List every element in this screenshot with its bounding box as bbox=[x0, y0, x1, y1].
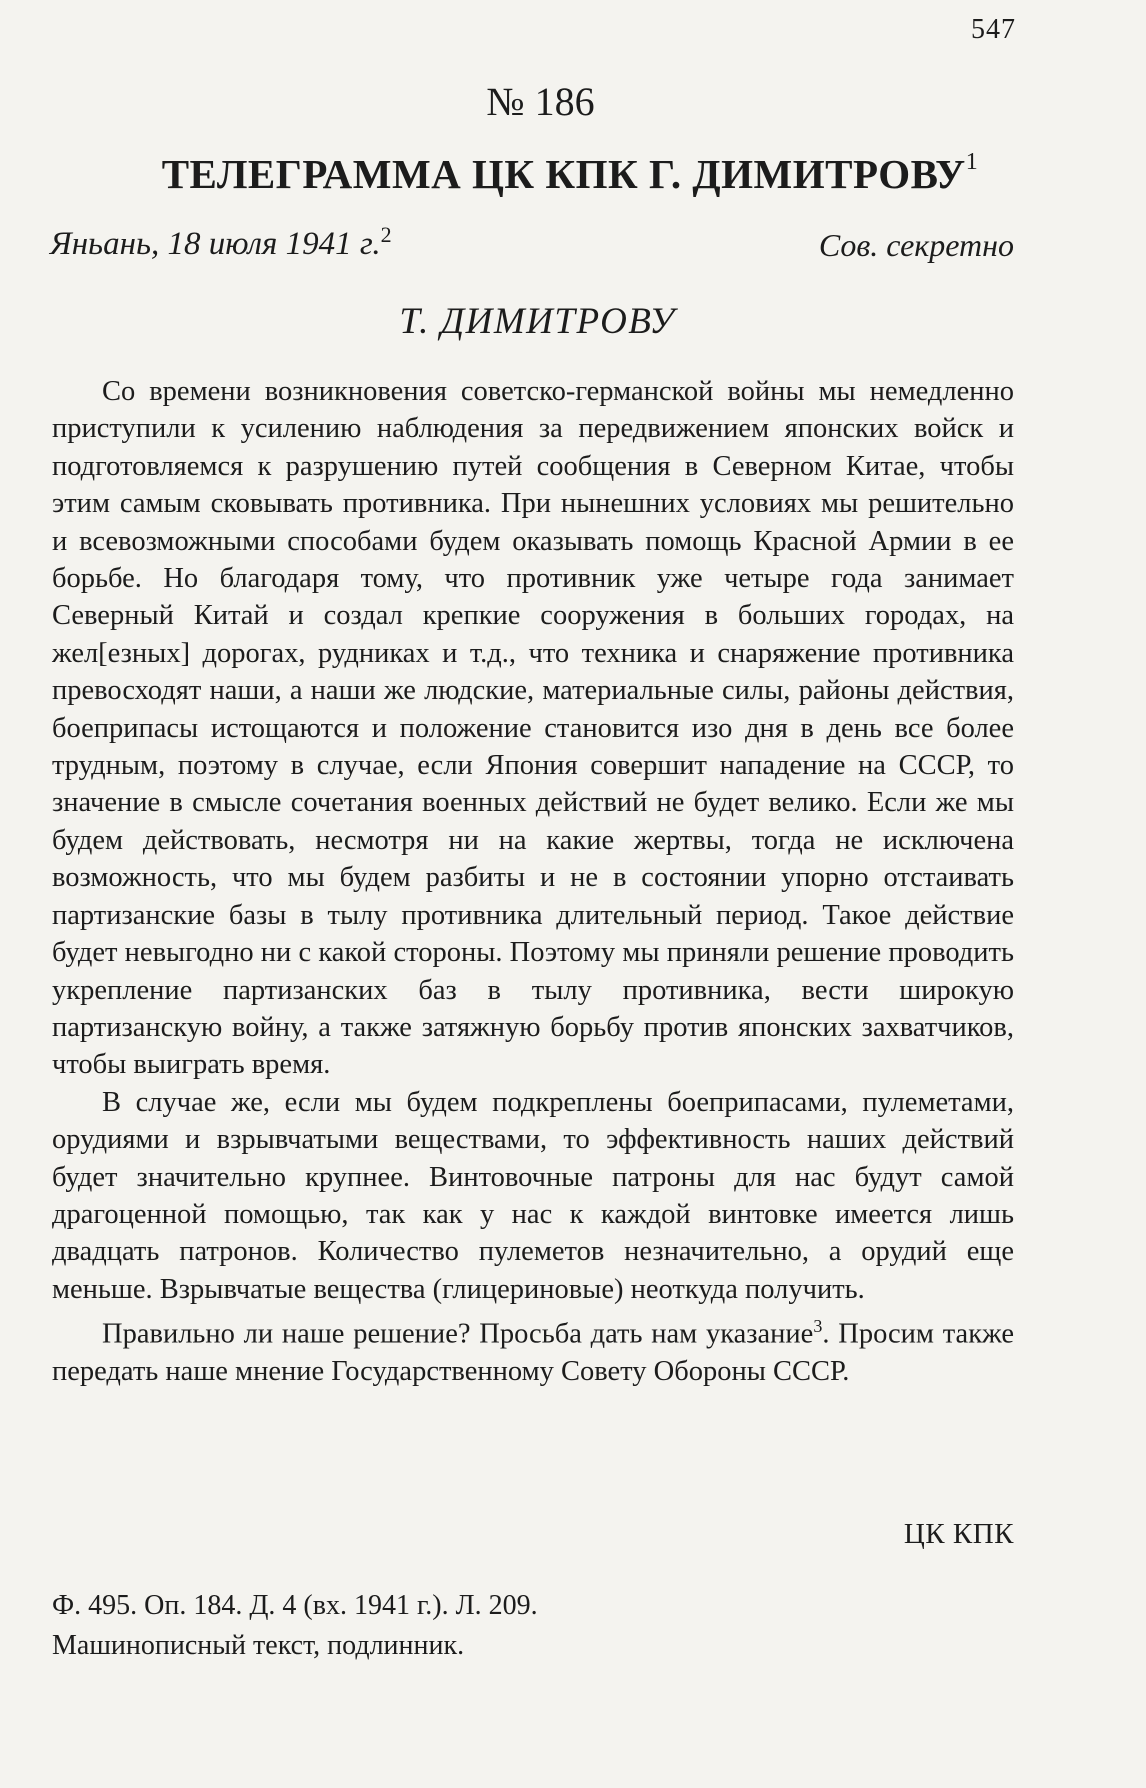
date-footnote-marker: 2 bbox=[380, 222, 392, 247]
document-title-text: ТЕЛЕГРАММА ЦК КПК Г. ДИМИТРОВУ bbox=[161, 151, 966, 197]
document-title bbox=[60, 150, 1080, 198]
paragraph-3-after-footnote: . Просим также передать наше мнение Государственному Совету Обороны СССР. bbox=[52, 1318, 1014, 1388]
title-footnote-marker: 1 bbox=[965, 149, 979, 176]
classification-stamp: Сов. секретно bbox=[818, 227, 1014, 263]
place-date-text: Яньань, 18 июля 1941 г. bbox=[50, 226, 381, 262]
page-number: 547 bbox=[971, 14, 1016, 45]
instruction-footnote-marker: 3 bbox=[813, 1316, 823, 1337]
signature: ЦК КПК bbox=[903, 1518, 1014, 1550]
source-line-1: Ф. 495. Оп. 184. Д. 4 (вх. 1941 г.). Л. 209. bbox=[52, 1590, 538, 1621]
body-paragraph-1: Со времени возникновения советско-германской войны мы немедленно приступили к усилению наблюдения за передвижением японских войск и подготовляемся к разрушению путей сообщения в Северном Китае, чтобы этим самым сковывать противника. При нынешних условиях мы решительно и всевозможными способами будем оказывать помощь Красной Армии в ее борьбе. Но благодаря тому, что противник уже четыре года занимает Северный Китай и создал крепкие сооружения в больших городах, на жел[езных] дорогах, рудниках и т.д., что техника и снаряжение противника превосходят наши, а наши же людские, материальные силы, районы действия, боеприпасы истощаются и положение становится изо дня в день все более трудным, поэтому в случае, если Япония совершит нападение на СССР, то значение в смысле сочетания военных действий не будет велико. Если же мы будем действовать, несмотря ни на какие жертвы, тогда не исключена возможность, что мы будем разбиты и не в состоянии упорно отстаивать партизанские базы в тылу противника длительный период. Такое действие будет невыгодно ни с какой стороны. Поэтому мы приняли решение проводить укрепление партизанских баз в тылу противника, вести широкую партизанскую войну, а также затяжную борьбу против японских захватчиков, чтобы выиграть время. bbox=[52, 376, 1014, 1081]
document-number: № 186 bbox=[486, 79, 595, 124]
paragraph-3-before-footnote: Правильно ли наше решение? Просьба дать нам указание bbox=[102, 1318, 814, 1350]
telegram-body bbox=[52, 373, 1014, 1390]
source-line-2: Машинописный текст, подлинник. bbox=[52, 1630, 465, 1661]
body-paragraph-3 bbox=[52, 1308, 1014, 1390]
place-and-date bbox=[50, 222, 392, 263]
archival-source bbox=[52, 1586, 538, 1666]
addressee: Т. ДИМИТРОВУ bbox=[399, 301, 676, 342]
body-paragraph-2: В случае же, если мы будем подкреплены боеприпасами, пулеметами, орудиями и взрывчатыми веществами, то эффективность наших действий будет значительно крупнее. Винтовочные патроны для нас будут самой драгоценной помощью, так как у нас к каждой винтовке имеется лишь двадцать патронов. Количество пулеметов незначительно, а орудий еще меньше. Взрывчатые вещества (глицериновые) неоткуда получить. bbox=[52, 1086, 1014, 1305]
